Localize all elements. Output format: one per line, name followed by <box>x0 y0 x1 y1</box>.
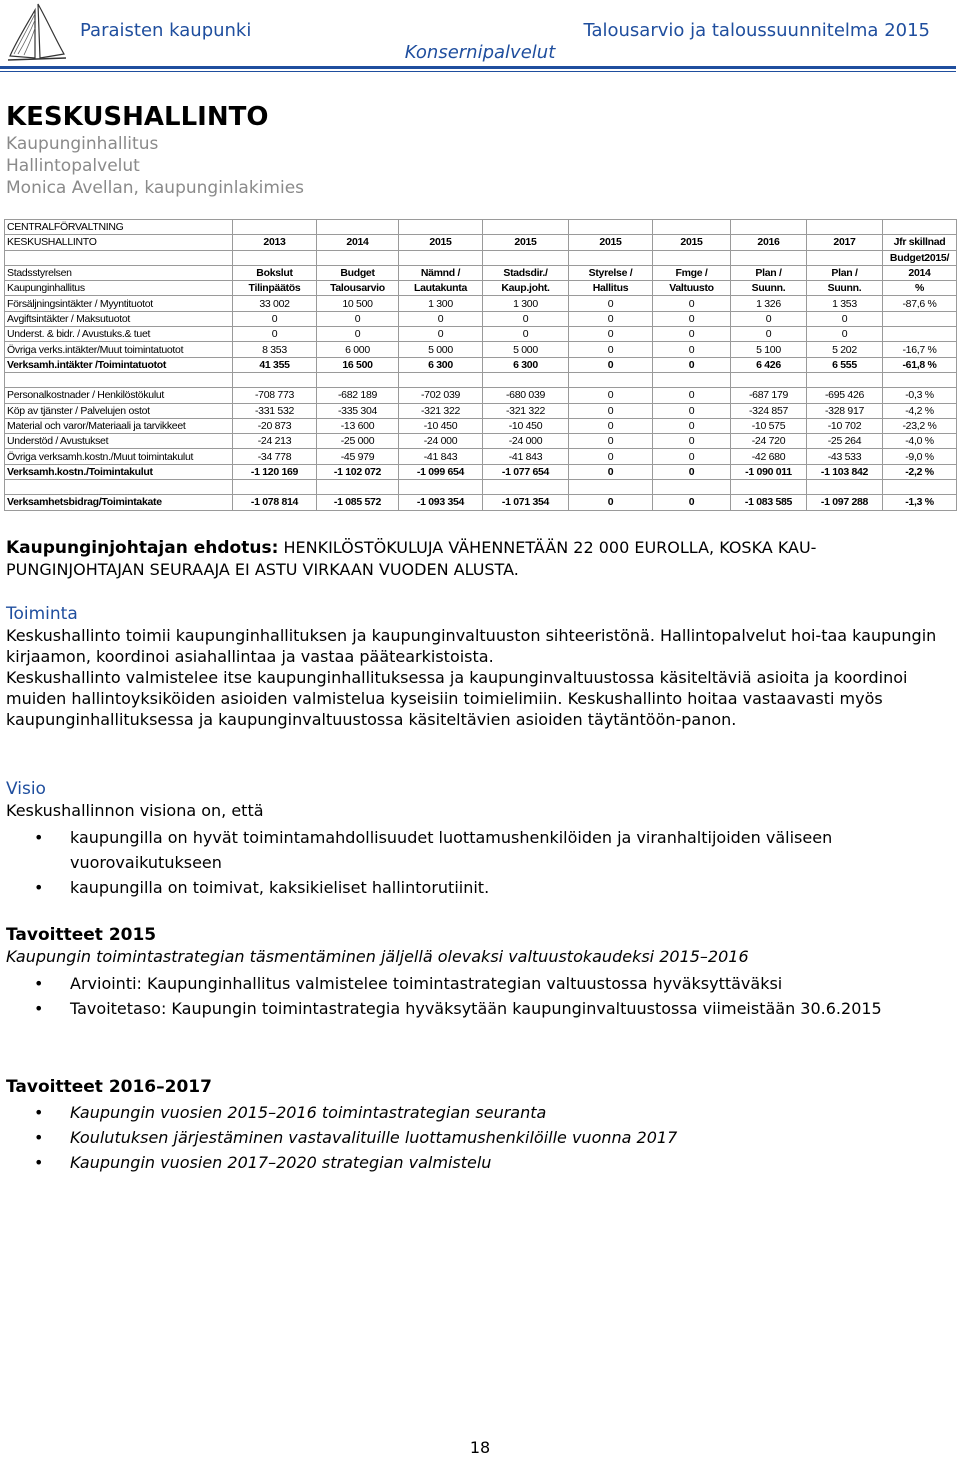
value-cell: % <box>883 281 957 296</box>
value-cell: -1 085 572 <box>317 495 399 510</box>
goals-2016-heading: Tavoitteet 2016–2017 <box>6 1077 212 1097</box>
value-cell: 0 <box>731 327 807 342</box>
row-label-cell: Stadsstyrelsen <box>5 265 233 280</box>
section-toiminta <box>6 604 946 730</box>
value-cell: -43 533 <box>807 449 883 464</box>
value-cell <box>233 250 317 265</box>
value-cell: 5 100 <box>731 342 807 357</box>
value-cell: 0 <box>569 311 653 326</box>
value-cell: -335 304 <box>317 403 399 418</box>
empty-cell <box>807 372 883 387</box>
row-label-cell: Övriga verks.intäkter/Muut toimintatuotot <box>5 342 233 357</box>
goals-2015-heading: Tavoitteet 2015 <box>6 925 157 945</box>
proposal-paragraph <box>6 537 946 580</box>
value-cell: -1 120 169 <box>233 464 317 479</box>
value-cell <box>883 327 957 342</box>
value-cell: Talousarvio <box>317 281 399 296</box>
value-cell <box>399 220 483 235</box>
value-cell: 0 <box>569 327 653 342</box>
row-label-cell: Personalkostnader / Henkilöstökulut <box>5 388 233 403</box>
table-row <box>5 434 957 449</box>
value-cell: 0 <box>483 327 569 342</box>
value-cell: Bokslut <box>233 265 317 280</box>
value-cell: 1 326 <box>731 296 807 311</box>
empty-cell <box>653 480 731 495</box>
value-cell: -0,3 % <box>883 388 957 403</box>
value-cell: -1 077 654 <box>483 464 569 479</box>
list-item: • Kaupungin vuosien 2015–2016 toimintastrategian seuranta <box>6 1100 946 1125</box>
visio-list <box>6 825 946 900</box>
value-cell <box>317 250 399 265</box>
value-cell: 0 <box>653 434 731 449</box>
row-label-cell: Kaupunginhallitus <box>5 281 233 296</box>
empty-cell <box>399 480 483 495</box>
value-cell: Plan / <box>807 265 883 280</box>
value-cell: -9,0 % <box>883 449 957 464</box>
table-header-row <box>5 265 957 280</box>
row-label-cell: KESKUSHALLINTO <box>5 235 233 250</box>
value-cell: 0 <box>569 403 653 418</box>
row-label-cell: Verksamhetsbidrag/Toimintakate <box>5 495 233 510</box>
value-cell: 0 <box>317 311 399 326</box>
value-cell: 0 <box>653 495 731 510</box>
value-cell: 8 353 <box>233 342 317 357</box>
value-cell: 1 300 <box>399 296 483 311</box>
value-cell: -680 039 <box>483 388 569 403</box>
value-cell: -10 575 <box>731 418 807 433</box>
value-cell: 6 300 <box>399 357 483 372</box>
value-cell: 33 002 <box>233 296 317 311</box>
subtitle-board: Kaupunginhallitus <box>6 134 159 154</box>
value-cell: -328 917 <box>807 403 883 418</box>
value-cell: Valtuusto <box>653 281 731 296</box>
empty-cell <box>807 480 883 495</box>
empty-cell <box>5 480 233 495</box>
value-cell: 0 <box>483 311 569 326</box>
value-cell: Suunn. <box>731 281 807 296</box>
value-cell: 1 353 <box>807 296 883 311</box>
list-item: • kaupungilla on toimivat, kaksikieliset hallintorutiinit. <box>6 875 946 900</box>
value-cell: 5 000 <box>399 342 483 357</box>
value-cell: -4,0 % <box>883 434 957 449</box>
value-cell: -24 000 <box>399 434 483 449</box>
value-cell: -25 000 <box>317 434 399 449</box>
value-cell: -324 857 <box>731 403 807 418</box>
value-cell <box>569 220 653 235</box>
value-cell: Budget2015/ <box>883 250 957 265</box>
table-header-row <box>5 250 957 265</box>
value-cell: -10 450 <box>483 418 569 433</box>
value-cell: Suunn. <box>807 281 883 296</box>
value-cell: 0 <box>653 388 731 403</box>
value-cell: -87,6 % <box>883 296 957 311</box>
value-cell: -702 039 <box>399 388 483 403</box>
value-cell: -1 103 842 <box>807 464 883 479</box>
value-cell: 0 <box>569 342 653 357</box>
value-cell: 0 <box>233 311 317 326</box>
list-item: • Kaupungin vuosien 2017–2020 strategian valmistelu <box>6 1150 946 1175</box>
value-cell: -708 773 <box>233 388 317 403</box>
section-visio <box>6 779 946 900</box>
value-cell: 0 <box>653 403 731 418</box>
value-cell: 5 202 <box>807 342 883 357</box>
value-cell <box>653 250 731 265</box>
table-row <box>5 388 957 403</box>
row-label-cell: CENTRALFÖRVALTNING <box>5 220 233 235</box>
list-item: • Koulutuksen järjestäminen vastavalituille luottamushenkilöille vuonna 2017 <box>6 1125 946 1150</box>
table-spacer-row <box>5 480 957 495</box>
table-row <box>5 464 957 479</box>
value-cell: 0 <box>317 327 399 342</box>
value-cell: -331 532 <box>233 403 317 418</box>
value-cell <box>569 250 653 265</box>
proposal-text: HENKILÖSTÖKULUJA VÄHENNETÄÄN 22 000 EUROLLA, KOSKA KAU-PUNGINJOHTAJAN SEURAAJA EI ASTU VIRKAAN VUODEN ALUSTA. <box>6 538 817 579</box>
empty-cell <box>233 480 317 495</box>
value-cell: 0 <box>569 449 653 464</box>
value-cell: -25 264 <box>807 434 883 449</box>
value-cell: 0 <box>233 327 317 342</box>
value-cell: -1 097 288 <box>807 495 883 510</box>
value-cell: Styrelse / <box>569 265 653 280</box>
goals-2015-list <box>6 971 946 1021</box>
value-cell <box>317 220 399 235</box>
row-label-cell: Verksamh.intäkter /Toimintatuotot <box>5 357 233 372</box>
value-cell: -4,2 % <box>883 403 957 418</box>
row-label-cell: Övriga verksamh.kostn./Muut toimintakulut <box>5 449 233 464</box>
value-cell: Lautakunta <box>399 281 483 296</box>
value-cell: 0 <box>569 464 653 479</box>
toiminta-paragraph-2: Keskushallinto valmistelee itse kaupunginhallituksessa ja kaupunginvaltuustossa käsiteltäviä asioita ja koordinoi muiden hallintoyksiköiden asioiden valmistelua kyseisiin toimielimiin. Keskushallinto hoitaa vastaavasti myös kaupunginhallituksessa ja kaupunginvaltuustossa käsiteltävien asioiden täytäntöön-panon. <box>6 668 908 729</box>
value-cell <box>653 220 731 235</box>
row-label-cell: Understöd / Avustukset <box>5 434 233 449</box>
value-cell: 6 000 <box>317 342 399 357</box>
value-cell: -20 873 <box>233 418 317 433</box>
subtitle-responsible: Monica Avellan, kaupunginlakimies <box>6 178 305 198</box>
table-row <box>5 311 957 326</box>
value-cell: -24 213 <box>233 434 317 449</box>
value-cell: 0 <box>653 342 731 357</box>
value-cell: -695 426 <box>807 388 883 403</box>
row-label-cell: Försäljningsintäkter / Myyntituotot <box>5 296 233 311</box>
value-cell: -2,2 % <box>883 464 957 479</box>
value-cell: 0 <box>399 327 483 342</box>
empty-cell <box>483 372 569 387</box>
table-row <box>5 296 957 311</box>
value-cell: -13 600 <box>317 418 399 433</box>
section-goals-2016-2017 <box>6 1077 946 1175</box>
value-cell: 0 <box>653 449 731 464</box>
row-label-cell: Material och varor/Materiaali ja tarvikkeet <box>5 418 233 433</box>
empty-cell <box>883 372 957 387</box>
list-item: • kaupungilla on hyvät toimintamahdollisuudet luottamushenkilöiden ja viranhaltijoiden väliseen vuorovaikutukseen <box>6 825 946 875</box>
value-cell: 0 <box>653 296 731 311</box>
goals-2015-subheading: Kaupungin toimintastrategian täsmentäminen jäljellä olevaksi valtuustokaudeksi 2015–2016 <box>6 947 749 966</box>
header-rule-thin <box>0 71 956 72</box>
header-department: Konsernipalvelut <box>404 42 556 63</box>
value-cell: Plan / <box>731 265 807 280</box>
empty-cell <box>653 372 731 387</box>
value-cell: -1 090 011 <box>731 464 807 479</box>
value-cell: 0 <box>653 327 731 342</box>
value-cell: Stadsdir./ <box>483 265 569 280</box>
section-goals-2015 <box>6 925 946 1021</box>
value-cell: 6 426 <box>731 357 807 372</box>
value-cell: 2013 <box>233 235 317 250</box>
value-cell: -1 102 072 <box>317 464 399 479</box>
header-rule <box>0 66 956 69</box>
value-cell: -10 702 <box>807 418 883 433</box>
value-cell: 0 <box>569 388 653 403</box>
value-cell: 0 <box>569 495 653 510</box>
value-cell: -1 093 354 <box>399 495 483 510</box>
table-row <box>5 403 957 418</box>
table-header-row <box>5 281 957 296</box>
toiminta-paragraph-1: Keskushallinto toimii kaupunginhallituksen ja kaupunginvaltuuston sihteeristönä. Hallintopalvelut hoi-taa kaupungin kirjaamon, koordinoi asiahallintaa ja vastaa päätearkistoista. <box>6 626 937 666</box>
value-cell: 0 <box>569 296 653 311</box>
value-cell: -1,3 % <box>883 495 957 510</box>
value-cell: 0 <box>399 311 483 326</box>
goals-2016-list <box>6 1100 946 1175</box>
proposal-label: Kaupunginjohtajan ehdotus: <box>6 538 279 558</box>
value-cell: -61,8 % <box>883 357 957 372</box>
table-header-row <box>5 220 957 235</box>
value-cell: Nämnd / <box>399 265 483 280</box>
empty-cell <box>5 372 233 387</box>
value-cell: 0 <box>653 311 731 326</box>
value-cell: 2015 <box>483 235 569 250</box>
value-cell: 0 <box>569 418 653 433</box>
row-label-cell: Underst. & bidr. / Avustuks.& tuet <box>5 327 233 342</box>
value-cell <box>731 250 807 265</box>
header-document-title: Talousarvio ja taloussuunnitelma 2015 <box>583 20 930 41</box>
visio-heading: Visio <box>6 779 46 799</box>
value-cell: Budget <box>317 265 399 280</box>
value-cell: -42 680 <box>731 449 807 464</box>
value-cell: -34 778 <box>233 449 317 464</box>
value-cell: Kaup.joht. <box>483 281 569 296</box>
value-cell: 2017 <box>807 235 883 250</box>
value-cell: 0 <box>653 418 731 433</box>
table-total-row <box>5 495 957 510</box>
value-cell: 2015 <box>653 235 731 250</box>
value-cell: 10 500 <box>317 296 399 311</box>
table-row <box>5 357 957 372</box>
value-cell: -16,7 % <box>883 342 957 357</box>
table-row <box>5 449 957 464</box>
value-cell: 0 <box>807 311 883 326</box>
value-cell: -321 322 <box>483 403 569 418</box>
value-cell: 2016 <box>731 235 807 250</box>
value-cell: 0 <box>569 434 653 449</box>
page-number: 18 <box>469 1438 491 1457</box>
value-cell: Jfr skillnad <box>883 235 957 250</box>
value-cell: -24 000 <box>483 434 569 449</box>
row-label-cell: Köp av tjänster / Palvelujen ostot <box>5 403 233 418</box>
value-cell <box>807 220 883 235</box>
value-cell <box>233 220 317 235</box>
empty-cell <box>569 372 653 387</box>
value-cell: 2014 <box>317 235 399 250</box>
empty-cell <box>483 480 569 495</box>
table-row <box>5 327 957 342</box>
value-cell: -41 843 <box>399 449 483 464</box>
value-cell: 2015 <box>399 235 483 250</box>
empty-cell <box>233 372 317 387</box>
value-cell <box>483 220 569 235</box>
value-cell <box>883 220 957 235</box>
table-header-row <box>5 235 957 250</box>
value-cell <box>483 250 569 265</box>
value-cell: 1 300 <box>483 296 569 311</box>
table-spacer-row <box>5 372 957 387</box>
visio-intro: Keskushallinnon visiona on, että <box>6 801 264 820</box>
value-cell: -23,2 % <box>883 418 957 433</box>
table-row <box>5 342 957 357</box>
value-cell: Fmge / <box>653 265 731 280</box>
value-cell: 2015 <box>569 235 653 250</box>
list-item: • Arviointi: Kaupunginhallitus valmistelee toimintastrategian valtuustossa hyväksyttäväksi <box>6 971 946 996</box>
value-cell: 0 <box>731 311 807 326</box>
empty-cell <box>399 372 483 387</box>
value-cell: 5 000 <box>483 342 569 357</box>
page-title: KESKUSHALLINTO <box>6 102 269 132</box>
page-header <box>0 0 960 92</box>
value-cell: 0 <box>569 357 653 372</box>
row-label-cell: Avgiftsintäkter / Maksutuotot <box>5 311 233 326</box>
table-row <box>5 418 957 433</box>
value-cell: 2014 <box>883 265 957 280</box>
value-cell: -24 720 <box>731 434 807 449</box>
value-cell: 0 <box>807 327 883 342</box>
value-cell: -1 099 654 <box>399 464 483 479</box>
value-cell: -41 843 <box>483 449 569 464</box>
value-cell: 0 <box>653 357 731 372</box>
empty-cell <box>731 480 807 495</box>
value-cell: 6 300 <box>483 357 569 372</box>
empty-cell <box>731 372 807 387</box>
value-cell <box>807 250 883 265</box>
value-cell: 6 555 <box>807 357 883 372</box>
empty-cell <box>317 480 399 495</box>
value-cell: 16 500 <box>317 357 399 372</box>
header-organization: Paraisten kaupunki <box>80 20 252 41</box>
value-cell: -687 179 <box>731 388 807 403</box>
value-cell: -1 071 354 <box>483 495 569 510</box>
value-cell: -682 189 <box>317 388 399 403</box>
row-label-cell: Verksamh.kostn./Toimintakulut <box>5 464 233 479</box>
value-cell: Hallitus <box>569 281 653 296</box>
value-cell: -10 450 <box>399 418 483 433</box>
empty-cell <box>317 372 399 387</box>
value-cell: -1 083 585 <box>731 495 807 510</box>
value-cell: -1 078 814 <box>233 495 317 510</box>
value-cell <box>883 311 957 326</box>
budget-table <box>4 219 957 511</box>
value-cell: -321 322 <box>399 403 483 418</box>
value-cell <box>399 250 483 265</box>
value-cell: 41 355 <box>233 357 317 372</box>
list-item: • Tavoitetaso: Kaupungin toimintastrategia hyväksytään kaupunginvaltuustossa viimeistään 30.6.2015 <box>6 996 946 1021</box>
row-label-cell <box>5 250 233 265</box>
empty-cell <box>569 480 653 495</box>
value-cell: -45 979 <box>317 449 399 464</box>
value-cell: Tilinpäätös <box>233 281 317 296</box>
subtitle-unit: Hallintopalvelut <box>6 156 140 176</box>
value-cell <box>731 220 807 235</box>
value-cell: 0 <box>653 464 731 479</box>
empty-cell <box>883 480 957 495</box>
toiminta-heading: Toiminta <box>6 604 78 624</box>
